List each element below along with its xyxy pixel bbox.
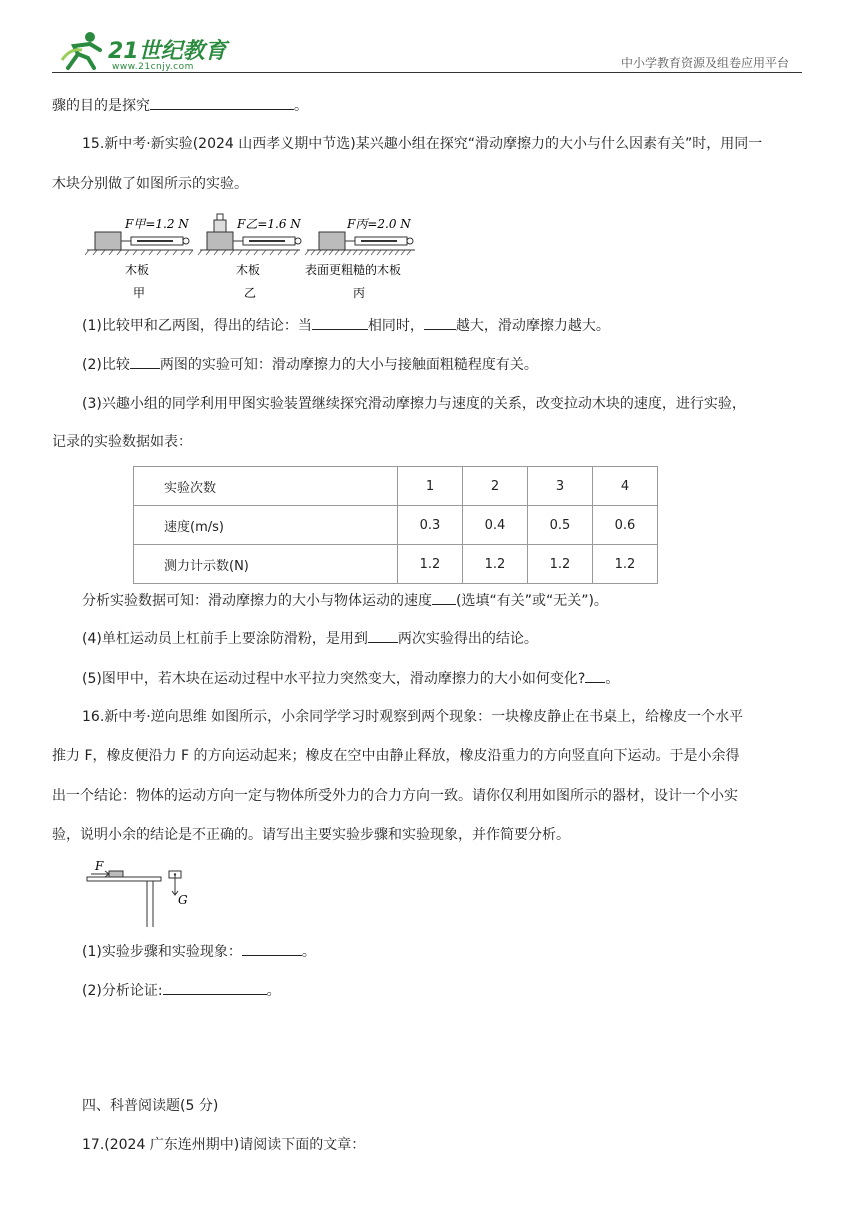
answer-blank [130,354,160,369]
figure-label: 乙 [244,286,257,300]
logo-url: www.21cnjy.com [112,62,194,72]
question-15-part-3-conclusion: 分析实验数据可知：滑动摩擦力的大小与物体运动的速度 (选填“有关”或“无关”)。 [82,590,608,611]
question-16-stem: 推力 F，橡皮便沿力 F 的方向运动起来；橡皮在空中由静止释放，橡皮沿重力的方向竖直向下运动。于是小余得 [52,748,740,764]
question-16-part-2: (2)分析论证: 。 [82,980,281,1001]
header-logo [60,30,230,74]
force-label-bing: F丙=2.0 N [347,217,411,231]
table-cell: 1.2 [593,545,658,584]
figure-label: 甲 [133,286,146,300]
question-17-stem: 17.(2024 广东连州期中)请阅读下面的文章： [82,1137,366,1153]
table-row [134,467,658,506]
answer-blank [432,590,456,605]
force-label-f: F [95,859,104,873]
table-row [134,506,658,545]
force-label-yi: F乙=1.6 N [237,217,301,231]
text-line: 骤的目的是探究 。 [52,95,308,116]
section-heading: 四、科普阅读题(5 分) [82,1098,219,1114]
table-cell: 0.5 [528,506,593,545]
header-divider [52,72,802,73]
surface-caption: 表面更粗糙的木板 [305,263,402,277]
question-15-part-4: (4)单杠运动员上杠前手上要涂防滑粉，是用到 两次实验得出的结论。 [82,628,538,649]
table-cell: 0.4 [463,506,528,545]
question-15-part-3: (3)兴趣小组的同学利用甲图实验装置继续探究滑动摩擦力与速度的关系，改变拉动木块的速度，进行实验， [82,396,746,412]
runner-logo-icon [60,30,104,70]
table-cell: 1 [398,467,463,506]
answer-blank [312,315,368,330]
question-15-stem: 15.新中考·新实验(2024 山西孝义期中节选)某兴趣小组在探究“滑动摩擦力的大小与什么因素有关”时，用同一 [82,136,763,152]
table-cell: 0.3 [398,506,463,545]
answer-blank [368,628,398,643]
question-16-stem: 16.新中考·逆向思维 如图所示，小余同学学习时观察到两个现象：一块橡皮静止在书桌上，给橡皮一个水平 [82,709,744,725]
question-16-stem: 出一个结论：物体的运动方向一定与物体所受外力的合力方向一致。请你仅利用如图所示的器材，设计一个小实 [52,788,738,804]
question-15-stem: 木块分别做了如图所示的实验。 [52,176,248,192]
surface-caption: 木板 [125,263,150,277]
table-cell: 1.2 [463,545,528,584]
table-cell: 1.2 [398,545,463,584]
table-cell: 4 [593,467,658,506]
question-16-part-1: (1)实验步骤和实验现象： 。 [82,941,316,962]
answer-blank [150,95,294,110]
answer-blank [424,315,456,330]
force-label-jia: F甲=1.2 N [125,217,189,231]
table-cell: 3 [528,467,593,506]
question-15-part-5: (5)图甲中，若木块在运动过程中水平拉力突然变大，滑动摩擦力的大小如何变化? 。 [82,668,619,689]
table-cell: 1.2 [528,545,593,584]
logo-title: 21世纪教育 [108,39,227,64]
experiment-data-table [133,466,658,584]
gravity-label-g: G [178,893,188,907]
table-header-cell: 测力计示数(N) [134,545,398,584]
header-platform-text: 中小学教育资源及组卷应用平台 [621,56,790,70]
question-16-stem: 验，说明小余的结论是不正确的。请写出主要实验步骤和实验现象，并作简要分析。 [52,827,570,843]
table-row [134,545,658,584]
eraser-desk-figure [85,857,205,929]
question-15-part-1: (1)比较甲和乙两图，得出的结论：当 相同时， 越大，滑动摩擦力越大。 [82,315,610,336]
table-cell: 0.6 [593,506,658,545]
table-header-cell: 实验次数 [134,467,398,506]
answer-blank [585,668,605,683]
question-15-part-3: 记录的实验数据如表： [52,434,192,450]
table-header-cell: 速度(m/s) [134,506,398,545]
question-15-part-2: (2)比较 两图的实验可知：滑动摩擦力的大小与接触面粗糙程度有关。 [82,354,538,375]
figure-label: 丙 [353,286,366,300]
surface-caption: 木板 [236,263,261,277]
answer-blank [242,941,302,956]
table-cell: 2 [463,467,528,506]
answer-blank [163,980,267,995]
friction-experiment-figure [85,210,425,302]
